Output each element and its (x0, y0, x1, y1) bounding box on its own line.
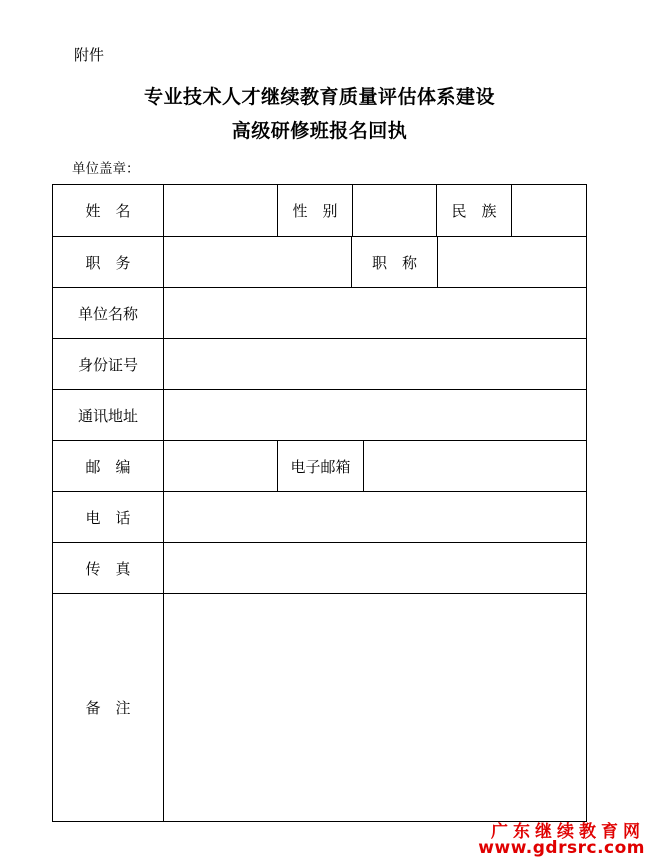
address-label: 通讯地址 (77, 406, 138, 425)
fax-value-cell[interactable] (163, 543, 586, 593)
gender-value-cell[interactable] (352, 185, 436, 236)
address-value-cell[interactable] (163, 390, 586, 440)
watermark-site-name: 广东继续教育网 (491, 822, 645, 842)
phone-label: 电 话 (85, 508, 131, 527)
email-value-cell[interactable] (363, 441, 586, 491)
document-title-line2: 高级研修班报名回执 (231, 120, 408, 142)
fax-label: 传 真 (85, 559, 131, 578)
job-title-value-cell[interactable] (437, 237, 586, 287)
gender-label: 性 别 (277, 185, 352, 236)
table-row-fax (52, 542, 587, 593)
id-number-label: 身份证号 (77, 355, 138, 374)
ethnicity-label: 民 族 (436, 185, 511, 236)
remarks-value-cell[interactable] (163, 594, 586, 821)
position-value-cell[interactable] (163, 237, 351, 287)
id-number-value-cell[interactable] (163, 339, 586, 389)
registration-form-table (52, 184, 587, 822)
table-row-address (52, 389, 587, 440)
job-title-label: 职 称 (351, 237, 437, 287)
table-row-postcode (52, 440, 587, 491)
table-row-remarks (52, 593, 587, 822)
table-row-position (52, 236, 587, 287)
position-label: 职 务 (85, 253, 131, 272)
unit-name-label: 单位名称 (77, 304, 138, 323)
attachment-label: 附件 (74, 46, 105, 64)
table-row-id-number (52, 338, 587, 389)
name-label: 姓 名 (85, 202, 131, 220)
postcode-value-cell[interactable] (163, 441, 277, 491)
table-row-unit-name (52, 287, 587, 338)
name-value-cell[interactable] (163, 185, 277, 236)
remarks-label: 备 注 (85, 699, 131, 717)
phone-value-cell[interactable] (163, 492, 586, 542)
ethnicity-value-cell[interactable] (511, 185, 586, 236)
table-row-phone (52, 491, 587, 542)
unit-seal-label: 单位盖章： (72, 161, 140, 177)
postcode-label: 邮 编 (85, 457, 131, 476)
watermark-site-url: www.gdrsrc.com (478, 838, 645, 858)
unit-name-value-cell[interactable] (163, 288, 586, 338)
table-row-name (52, 184, 587, 236)
document-title-line1: 专业技术人才继续教育质量评估体系建设 (143, 86, 495, 108)
email-label: 电子邮箱 (277, 441, 363, 491)
